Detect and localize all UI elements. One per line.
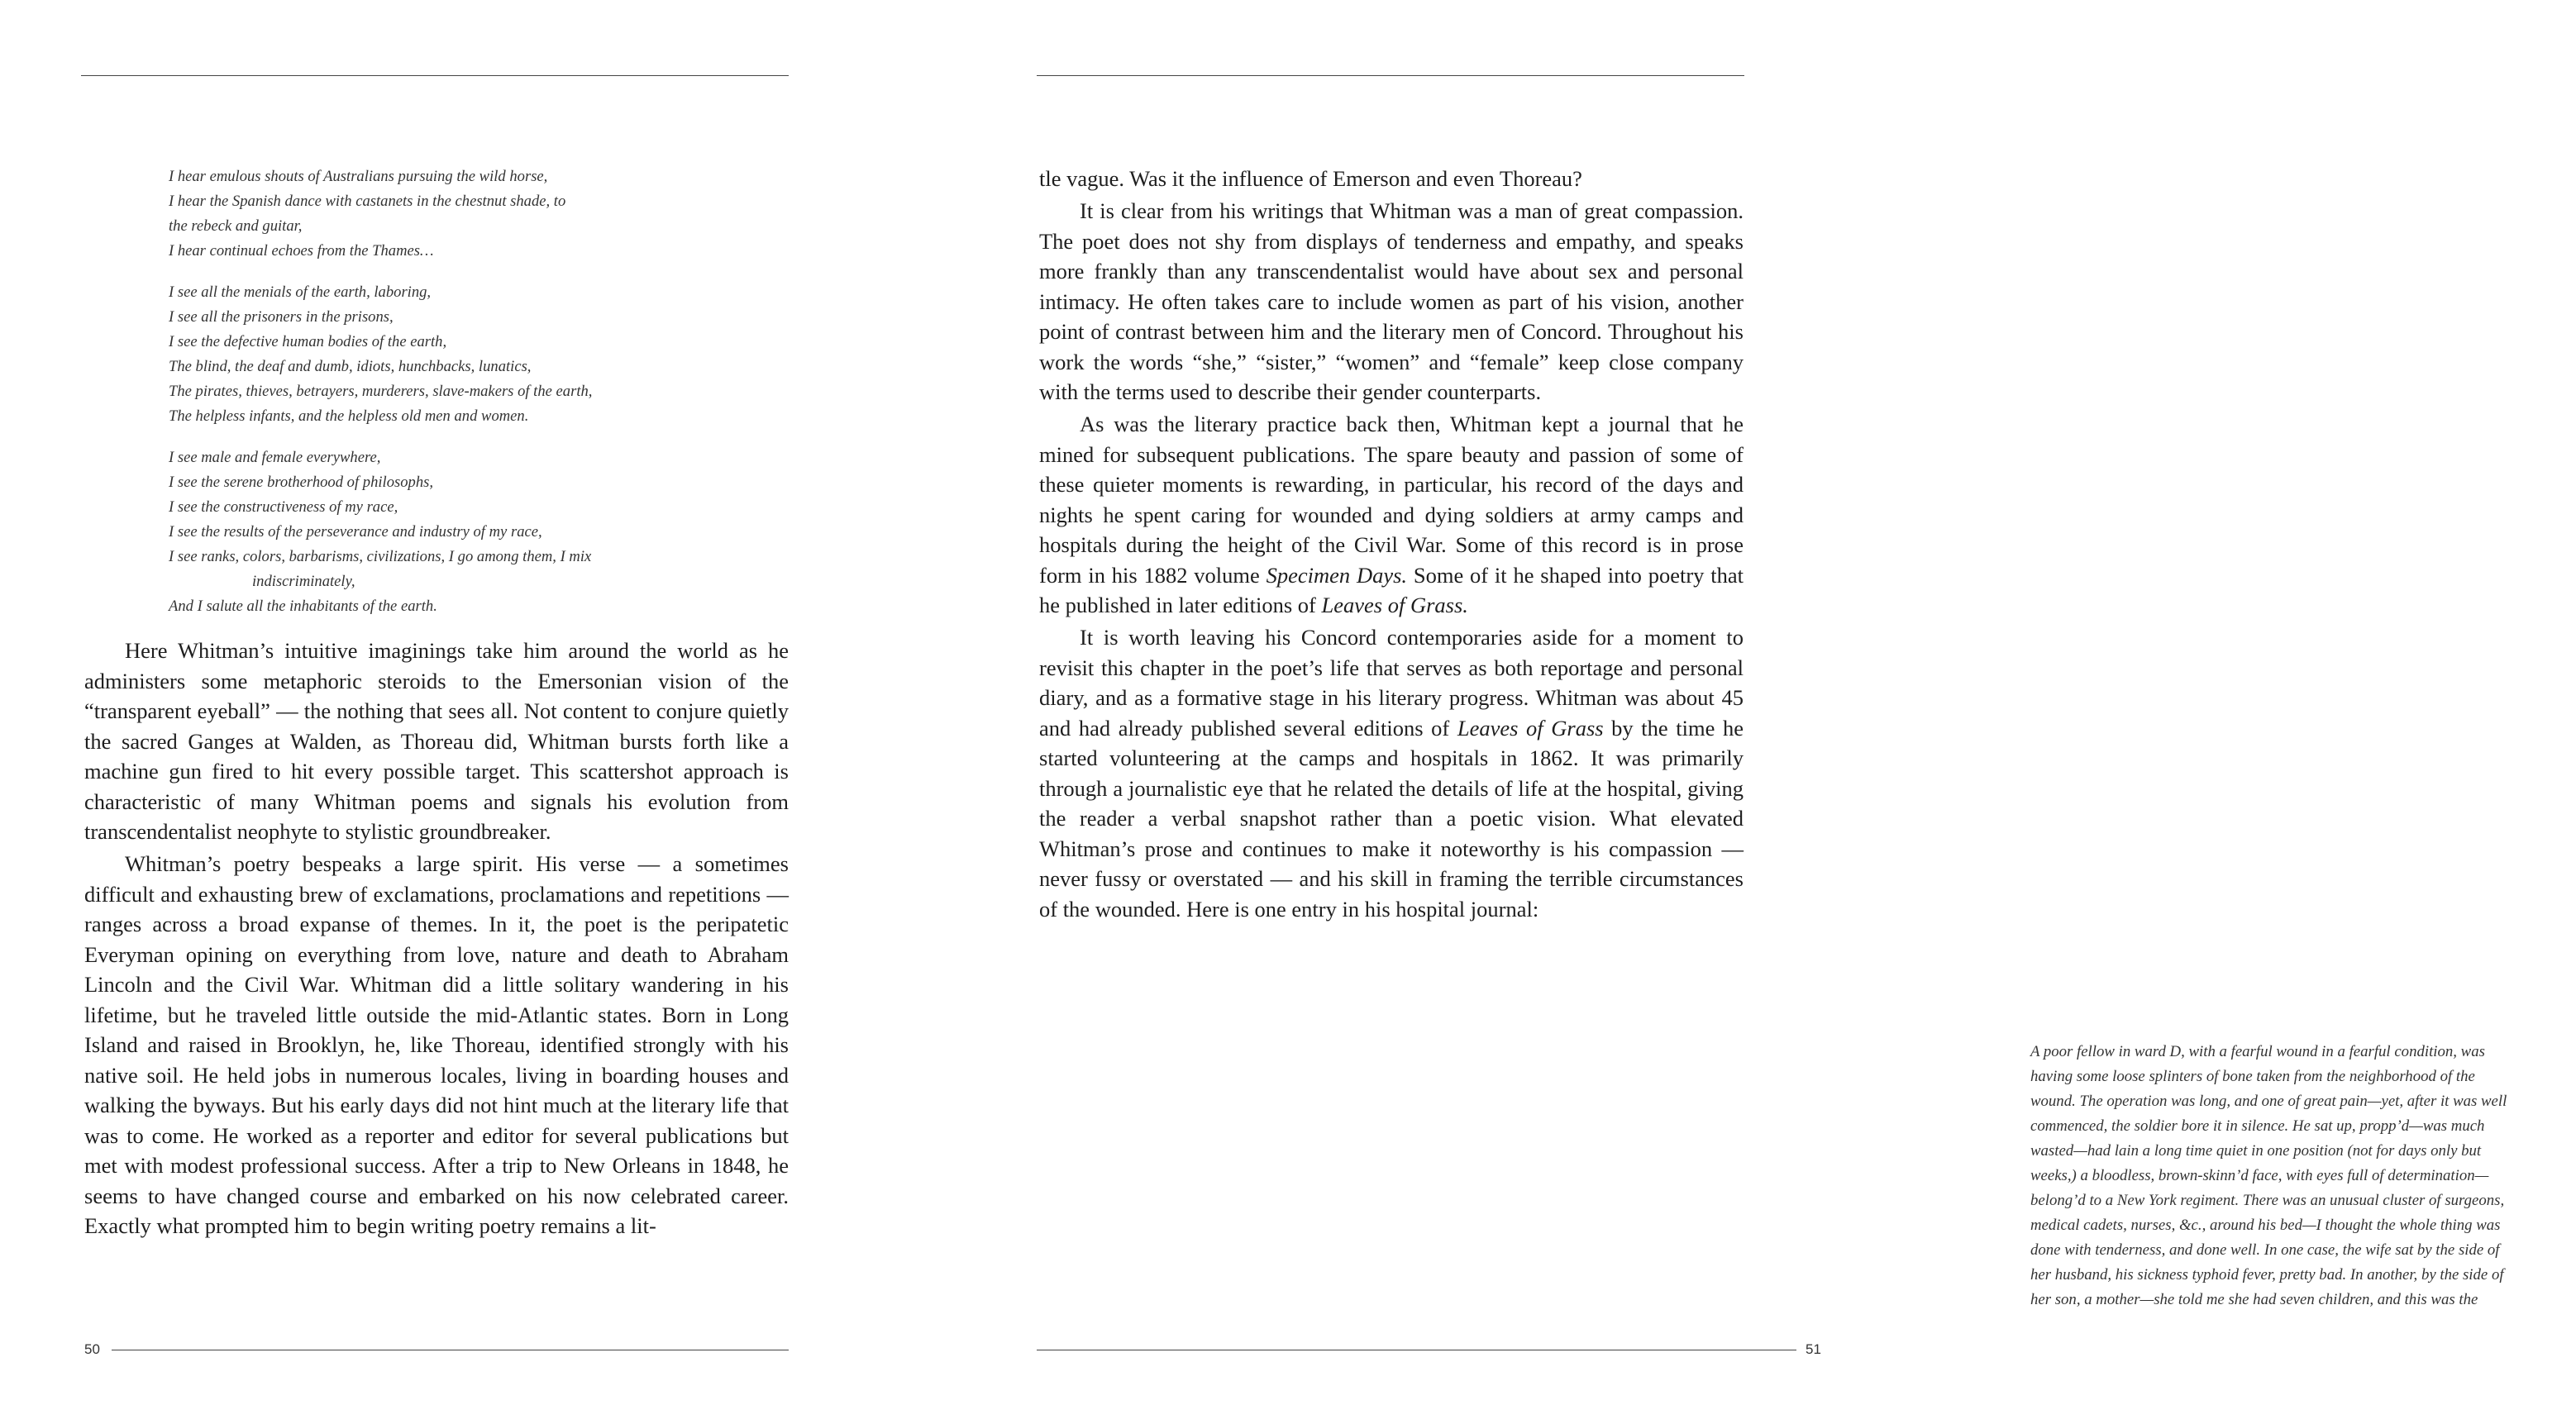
journal-quote	[2030, 1040, 2576, 1312]
poem-line: I hear emulous shouts of Australians pursuing the wild horse,	[169, 168, 548, 185]
page-number: 51	[1806, 1341, 1821, 1357]
body-paragraph: Here Whitman’s intuitive imaginings take him around the world as he administers some metaphoric steroids to the Emersonian vision of the “transparent eyeball” — the nothing that sees all. Not content to conjure quietly the sacred Ganges at Walden, as Thoreau did, Whitman bursts forth like a machine gun fired to hit every possible target. This scattershot approach is characteristic of many Whitman poems and signals his evolution from transcendentalist neophyte to stylistic groundbreaker.	[84, 638, 789, 844]
poem-line: I see all the prisoners in the prisons,	[169, 308, 394, 326]
right-page	[909, 0, 2507, 1405]
quote-line: wound. The operation was long, and one of great pain—yet, after it was well	[2030, 1093, 2507, 1110]
book-title: Leaves of Grass.	[1321, 593, 1468, 617]
quote-line: medical cadets, nurses, &c., around his bed—I thought the whole thing was	[2030, 1217, 2501, 1234]
quote-line: her son, a mother—she told me she had seven children, and this was the	[2030, 1291, 2478, 1308]
quote-line: A poor fellow in ward D, with a fearful wound in a fearful condition, was	[2030, 1043, 2485, 1060]
poem-line: The blind, the deaf and dumb, idiots, hunchbacks, lunatics,	[169, 358, 532, 375]
left-body-text	[84, 636, 789, 1243]
poem-line: indiscriminately,	[252, 573, 355, 590]
book-title: Leaves of Grass	[1457, 715, 1604, 741]
poem-stanza	[169, 445, 681, 619]
poem-line: the rebeck and guitar,	[169, 217, 303, 235]
poem-line: I see the defective human bodies of the earth,	[169, 333, 447, 350]
quote-line: having some loose splinters of bone taken from the neighborhood of the	[2030, 1068, 2475, 1085]
poem-line: The pirates, thieves, betrayers, murderers, slave-makers of the earth,	[169, 383, 593, 400]
left-page	[0, 0, 909, 1405]
poem-line: I hear continual echoes from the Thames…	[169, 242, 434, 260]
poem-line: I see the constructiveness of my race,	[169, 498, 398, 516]
quote-line: weeks,) a bloodless, brown-skinn’d face, with eyes full of determination—	[2030, 1167, 2489, 1184]
poem-stanza	[169, 280, 681, 429]
book-title: Specimen Days.	[1266, 562, 1408, 588]
poem-line: I see the serene brotherhood of philosophs,	[169, 474, 434, 491]
body-paragraph: Whitman’s poetry bespeaks a large spirit. His verse — a sometimes difficult and exhausting brew of exclamations, proclamations and repetitions — ranges across a broad expanse of themes. In it, the poet is the peripatetic Everyman opining on everything from love, nature and death to Abraham Lincoln and the Civil War. Whitman did a little solitary wandering in his lifetime, but he traveled little outside the mid-Atlantic states. Born in Long Island and raised in Brooklyn, he, like Thoreau, identified strongly with his native soil. He held jobs in numerous locales, living in boarding houses and walking the byways. But his early days did not hint much at the literary life that was to come. He worked as a reporter and editor for several publications but met with modest professional success. After a trip to New Orleans in 1848, he seems to have changed course and embarked on his now celebrated career. Exactly what prompted him to begin writing poetry remains a lit-	[84, 851, 789, 1238]
poem-line: The helpless infants, and the helpless old men and women.	[169, 407, 529, 425]
text-segment: As was the literary practice back then, Whitman kept a journal that he mined for subsequent publications. The spare beauty and passion of some of these quieter moments is rewarding, in particular, his record of the days and nights he spent caring for wounded and dying soldiers at army camps and hospitals during the height of the Civil War. Some of this record is in prose form in his 1882 volume	[1039, 412, 1744, 588]
header-rule	[81, 75, 789, 76]
body-paragraph	[1039, 409, 1744, 621]
poem-line: I hear the Spanish dance with castanets in the chestnut shade, to	[169, 193, 566, 210]
body-paragraph	[1039, 164, 1744, 194]
quote-line: her husband, his sickness typhoid fever, pretty bad. In another, by the side of	[2030, 1266, 2504, 1284]
poem-line: I see male and female everywhere,	[169, 449, 381, 466]
text-segment: tle vague. Was it the influence of Emerson and even Thoreau?	[1039, 166, 1582, 191]
text-segment: It is worth leaving his Concord contemporaries aside for a moment to revisit this chapter in the poet’s life that serves as both reportage and personal diary, and as a formative stage in his literary progress. Whitman was about 45 and had already published several editions of	[1039, 625, 1744, 741]
body-paragraph	[1039, 196, 1744, 407]
header-rule	[1037, 75, 1744, 76]
page-number: 50	[84, 1341, 100, 1357]
poem-excerpt	[169, 164, 681, 619]
quote-line: done with tenderness, and done well. In one case, the wife sat by the side of	[2030, 1241, 2500, 1259]
text-segment: It is clear from his writings that Whitman was a man of great compassion. The poet does not shy from displays of tenderness and empathy, and speaks more frankly than any transcendentalist would have about sex and personal intimacy. He often takes care to include women as part of his vision, another point of contrast between him and the literary men of Concord. Throughout his work the words “she,” “sister,” “women” and “female” keep close company with the terms used to describe their gender counterparts.	[1039, 198, 1744, 404]
quote-line: wasted—had lain a long time quiet in one position (not for days only but	[2030, 1142, 2482, 1160]
poem-line: I see all the menials of the earth, laboring,	[169, 283, 432, 301]
body-paragraph	[1039, 622, 1744, 924]
poem-stanza	[169, 164, 681, 264]
quote-line: commenced, the soldier bore it in silence. He sat up, propp’d—was much	[2030, 1117, 2485, 1135]
right-body-text	[1039, 164, 1744, 926]
poem-line: I see ranks, colors, barbarisms, civilizations, I go among them, I mix	[169, 548, 592, 565]
quote-line: belong’d to a New York regiment. There was an unusual cluster of surgeons,	[2030, 1192, 2505, 1209]
text-segment: by the time he started volunteering at the camps and hospitals in 1862. It was primarily through a journalistic eye that he related the details of life at the hospital, giving the reader a verbal snapshot rather than a poetic vision. What elevated Whitman’s prose and continues to make it noteworthy is his compassion — never fussy or overstated — and his skill in framing the terrible circumstances of the wounded. Here is one entry in his hospital journal:	[1039, 715, 1744, 922]
text-segment: Some of it he shaped into poetry that he published in later editions of	[1039, 562, 1744, 617]
poem-line: I see the results of the perseverance and industry of my race,	[169, 523, 542, 541]
poem-line: And I salute all the inhabitants of the earth.	[169, 598, 437, 615]
